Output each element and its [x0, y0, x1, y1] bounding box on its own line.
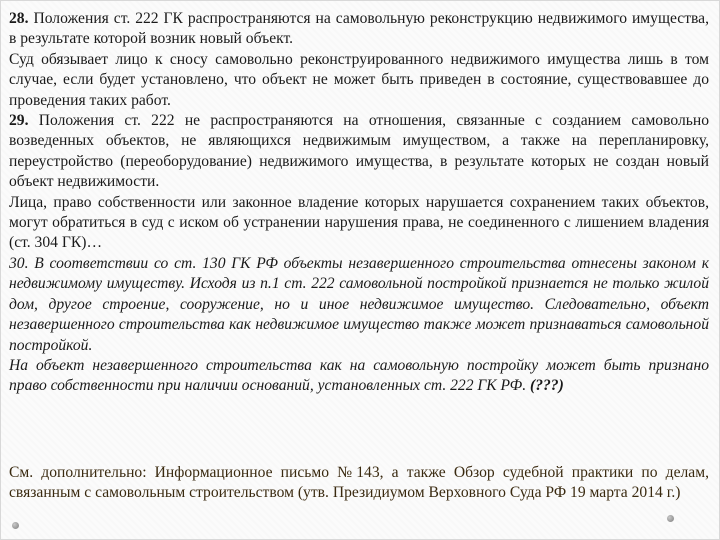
paragraph-30-continued	[9, 356, 709, 397]
paragraph-29	[9, 111, 709, 193]
paragraph-28-text: Положения ст. 222 ГК распространяются на самовольную реконструкцию недвижимого имущества, в результате которой возник новый объект.	[9, 10, 709, 48]
main-text	[9, 9, 709, 397]
paragraph-30-continued-text: На объект незавершенного строительства как на самовольную постройку может быть признано право собственности при наличии оснований, установленных ст. 222 ГК РФ.	[9, 356, 709, 395]
question-marks: (???)	[530, 377, 564, 395]
paragraph-28-continued: Суд обязывает лицо к сносу самовольно реконструированного недвижимого имущества лишь в том случае, если будет установлено, что объект не может быть приведен в состояние, существовавшее до проведения таких работ.	[9, 50, 709, 109]
paragraph-28-number: 28.	[9, 10, 29, 27]
paragraph-30: 30. В соответствии со ст. 130 ГК РФ объекты незавершенного строительства отнесены законом к недвижимому имуществу. Исходя из п.1 ст. 222 самовольной постройкой признается не только жилой дом, другое строение, сооружение, но и иное недвижимое имущество. Следовательно, объект незавершенного строительства как недвижимое имущество также может признаваться самовольной постройкой.	[9, 254, 709, 354]
paragraph-28	[9, 9, 709, 50]
footer-note	[9, 463, 709, 504]
paragraph-29-continued: Лица, право собственности или законное владение которых нарушается сохранением таких объектов, могут обратиться в суд с иском об устранении нарушения права, не соединенного с лишением владения (ст. 304 ГК)…	[9, 193, 709, 252]
bullet-dot-icon	[12, 522, 19, 529]
footer-text: См. дополнительно: Информационное письмо №143, а также Обзор судебной практики по делам, связанным с самовольным строительством (утв. Президиумом Верховного Суда РФ 19 марта 2014 г.)	[9, 464, 709, 502]
bullet-dot-icon	[667, 515, 674, 522]
paragraph-29-number: 29.	[9, 112, 29, 130]
paragraph-29-text: Положения ст. 222 не распространяются на отношения, связанные с созданием самовольно возведенных объектов, не являющихся недвижимым имуществом, а также на перепланировку, переустройство (переоборудование) недвижимого имущества, в результате которых не создан новый объект недвижимости.	[9, 112, 709, 191]
